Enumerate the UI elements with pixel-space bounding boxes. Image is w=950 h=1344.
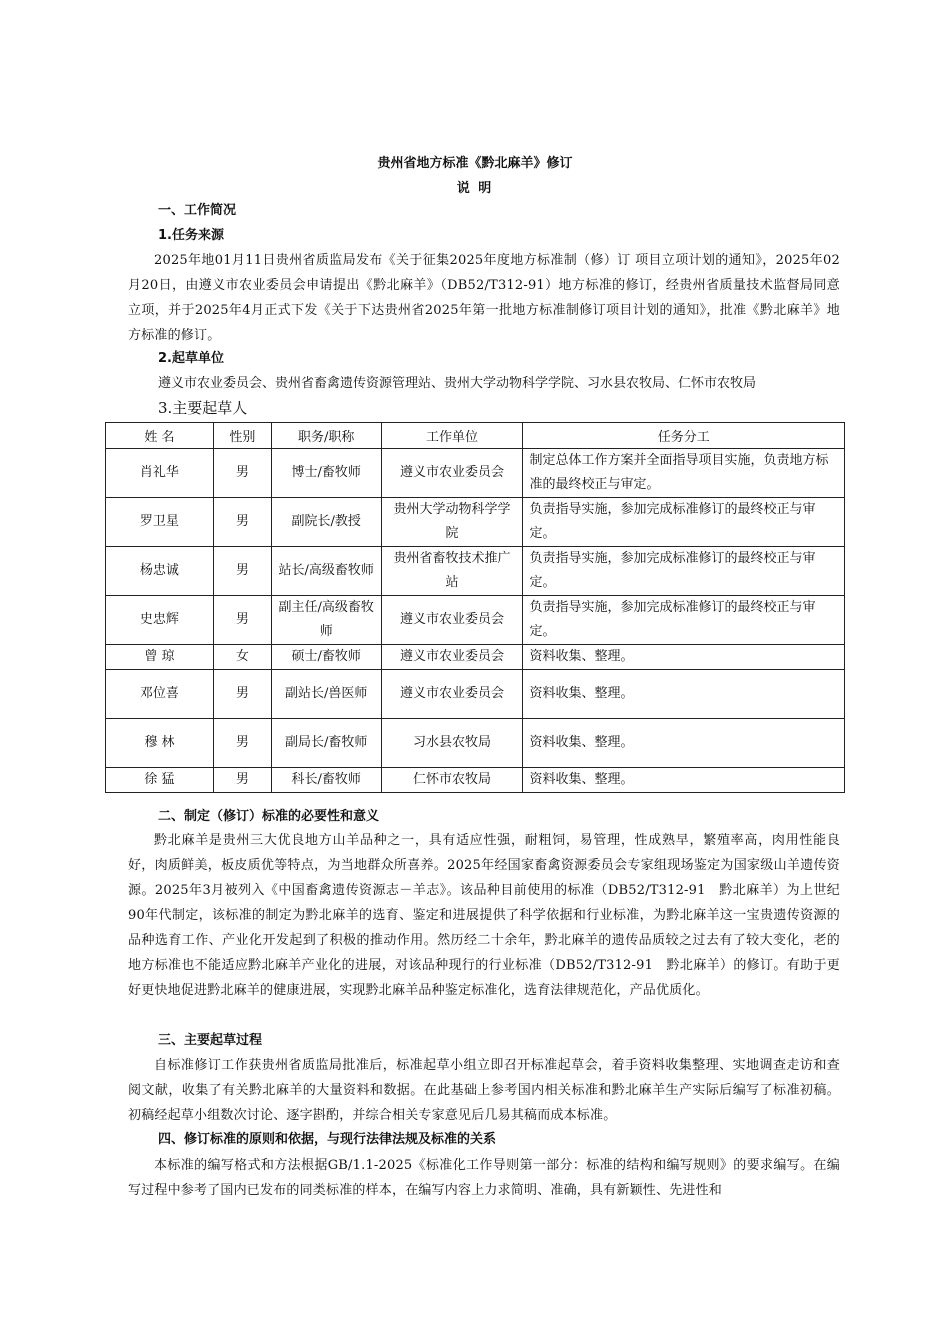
cell-title: 硕士/畜牧师 [271,645,381,670]
cell-name: 杨忠诚 [106,547,214,596]
cell-task: 资料收集、整理。 [523,768,845,793]
cell-title: 科长/畜牧师 [271,768,381,793]
section-3-paragraph: 自标准修订工作获贵州省质监局批准后，标准起草小组立即召开标准起草会，着手资料收集整理、实地调查走访和查阅文献，收集了有关黔北麻羊的大量资料和数据。在此基础上参考国内相关标准和黔北麻羊生产实际后编写了标准初稿。初稿经起草小组数次讨论、逐字斟酌，并综合相关专家意见后几易其稿而成本标准。 [128,1058,840,1123]
cell-task: 资料收集、整理。 [523,645,845,670]
cell-gender: 男 [213,719,271,768]
document-subtitle: 说 明 [456,181,494,196]
section-3-heading: 三、主要起草过程 [158,1033,263,1048]
cell-unit: 仁怀市农牧局 [381,768,523,793]
section-1-heading: 一、工作简况 [158,203,237,218]
header-task: 任务分工 [523,423,845,449]
subsection-main-drafters: 3.主要起草人 [158,399,248,417]
cell-task: 资料收集、整理。 [523,670,845,719]
cell-gender: 男 [213,670,271,719]
subsection-drafting-units: 2.起草单位 [158,351,224,366]
cell-gender: 女 [213,645,271,670]
section-2-heading: 二、制定（修订）标准的必要性和意义 [158,809,380,824]
cell-name: 穆 林 [106,719,214,768]
cell-title: 博士/畜牧师 [271,449,381,498]
subsection-task-source: 1.任务来源 [158,228,224,243]
header-title: 职务/职称 [271,423,381,449]
header-gender: 性别 [213,423,271,449]
cell-unit: 遵义市农业委员会 [381,670,523,719]
table-row [106,768,845,793]
cell-name: 罗卫星 [106,498,214,547]
cell-name: 徐 猛 [106,768,214,793]
cell-name: 邓位喜 [106,670,214,719]
document-title: 贵州省地方标准《黔北麻羊》修订 [377,156,573,171]
cell-unit: 遵义市农业委员会 [381,596,523,645]
table-row [106,449,845,498]
cell-task: 负责指导实施，参加完成标准修订的最终校正与审定。 [523,547,845,596]
cell-title: 站长/高级畜牧师 [271,547,381,596]
cell-title: 副主任/高级畜牧师 [271,596,381,645]
cell-unit: 贵州大学动物科学学院 [381,498,523,547]
cell-gender: 男 [213,449,271,498]
header-name: 姓 名 [106,423,214,449]
cell-unit: 贵州省畜牧技术推广站 [381,547,523,596]
task-source-paragraph: 2025年地01月11日贵州省质监局发布《关于征集2025年度地方标准制（修）订 项目立项计划的通知》，2025年02月20日，由遵义市农业委员会申请提出《黔北麻羊》（DB52/T312-91）地方标准的修订，经贵州省质量技术监督局同意立项，并于2025年4月正式下发《关于下达贵州省2025年第一批地方标准制修订项目计划的通知》，批准《黔北麻羊》地方标准的修订。 [128,253,840,343]
table-row [106,498,845,547]
cell-task: 资料收集、整理。 [523,719,845,768]
cell-unit: 习水县农牧局 [381,719,523,768]
table-row [106,596,845,645]
cell-gender: 男 [213,547,271,596]
cell-gender: 男 [213,768,271,793]
drafters-table [105,422,845,793]
section-4-paragraph: 本标准的编写格式和方法根据GB/1.1-2025《标准化工作导则第一部分：标准的结构和编写规则》的要求编写。在编写过程中参考了国内已发布的同类标准的样本，在编写内容上力求简明、准确，具有新颖性、先进性和 [128,1158,840,1198]
table-row [106,719,845,768]
cell-name: 曾 琼 [106,645,214,670]
cell-task: 负责指导实施，参加完成标准修订的最终校正与审定。 [523,498,845,547]
cell-task: 制定总体工作方案并全面指导项目实施，负责地方标准的最终校正与审定。 [523,449,845,498]
table-row [106,645,845,670]
section-2-paragraph: 黔北麻羊是贵州三大优良地方山羊品种之一，具有适应性强，耐粗饲，易管理，性成熟早，繁殖率高，肉用性能良好，肉质鲜美，板皮质优等特点，为当地群众所喜养。2025年经国家畜禽资源委员会专家组现场鉴定为国家级山羊遗传资源。2025年3月被列入《中国畜禽遗传资源志－羊志》。该品种目前使用的标准（DB52/T312-91 黔北麻羊）为上世纪90年代制定，该标准的制定为黔北麻羊的选育、鉴定和进展提供了科学依据和行业标准，为黔北麻羊这一宝贵遗传资源的品种选育工作、产业化开发起到了积极的推动作用。然历经二十余年，黔北麻羊的遗传品质较之过去有了较大变化，老的地方标准也不能适应黔北麻羊产业化的进展，对该品种现行的行业标准（DB52/T312-91 黔北麻羊）的修订。有助于更好更快地促进黔北麻羊的健康进展，实现黔北麻羊品种鉴定标准化，选育法律规范化，产品优质化。 [128,833,840,998]
cell-title: 副站长/兽医师 [271,670,381,719]
drafting-units-text: 遵义市农业委员会、贵州省畜禽遗传资源管理站、贵州大学动物科学学院、习水县农牧局、仁怀市农牧局 [158,376,757,391]
table-row [106,670,845,719]
table-row [106,547,845,596]
table-header-row [106,423,845,449]
cell-gender: 男 [213,596,271,645]
cell-name: 史忠辉 [106,596,214,645]
cell-title: 副局长/畜牧师 [271,719,381,768]
header-unit: 工作单位 [381,423,523,449]
cell-name: 肖礼华 [106,449,214,498]
cell-unit: 遵义市农业委员会 [381,645,523,670]
cell-task: 负责指导实施，参加完成标准修订的最终校正与审定。 [523,596,845,645]
cell-title: 副院长/教授 [271,498,381,547]
section-4-heading: 四、修订标准的原则和依据，与现行法律法规及标准的关系 [158,1132,497,1147]
cell-gender: 男 [213,498,271,547]
cell-unit: 遵义市农业委员会 [381,449,523,498]
